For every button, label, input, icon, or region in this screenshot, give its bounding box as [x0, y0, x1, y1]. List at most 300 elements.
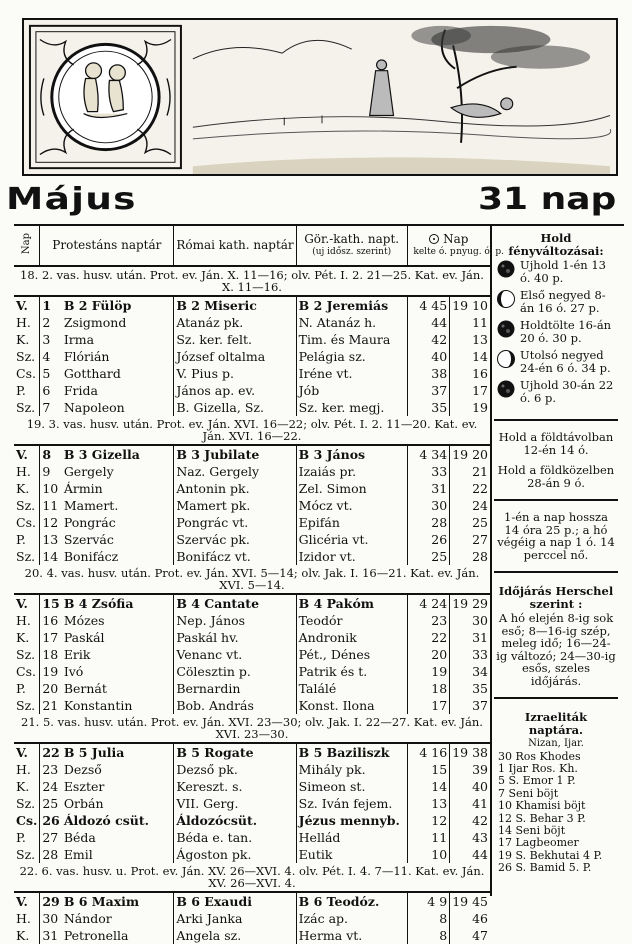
weekday-cell: V.	[14, 296, 40, 314]
day-row	[14, 548, 490, 565]
protestant-name-cell: Nándor	[62, 910, 174, 927]
day-number-cell: 31	[42, 928, 59, 943]
jewish-calendar-list	[496, 751, 616, 875]
protestant-name-cell: Gergely	[62, 463, 174, 480]
greek-name-cell: Iréne vt.	[296, 365, 407, 382]
sidebar	[490, 226, 620, 896]
sunrise-cell: 40	[407, 348, 450, 365]
gospel-note-row	[14, 266, 490, 296]
sunset-cell: 41	[472, 796, 488, 811]
moon-phases-section	[492, 226, 620, 413]
day-number-cell: 29	[42, 894, 60, 909]
weekday-cell: P.	[14, 382, 40, 399]
month-day-count: 31 nap	[477, 182, 616, 217]
roman-name-cell: VII. Gerg.	[174, 795, 296, 812]
weekday-cell: K.	[14, 927, 40, 944]
gospel-note-row	[14, 416, 490, 445]
roman-name-cell: Kereszt. s.	[174, 778, 296, 795]
sunrise-cell: 33	[407, 463, 450, 480]
sunset-cell: 33	[472, 647, 488, 662]
protestant-name-cell: Mamert.	[62, 497, 174, 514]
greek-name-cell: B 3 János	[296, 445, 407, 463]
greek-name-cell: Tim. és Maura	[296, 331, 407, 348]
moon-phase-text: Ujhold 30-án 22 ó. 6 p.	[520, 378, 614, 405]
weekday-cell: P.	[14, 680, 40, 697]
roman-name-cell: János ap. ev.	[174, 382, 296, 399]
weekday-cell: Cs.	[14, 663, 40, 680]
sunrise-cell: 23	[407, 612, 450, 629]
roman-name-cell: Áldozócsüt.	[174, 812, 296, 829]
roman-name-cell: Bonifácz vt.	[174, 548, 296, 565]
day-row	[14, 514, 490, 531]
sunrise-cell: 22	[407, 629, 450, 646]
day-row	[14, 382, 490, 399]
weekday-cell: P.	[14, 829, 40, 846]
day-number-cell: 15	[42, 596, 60, 611]
protestant-name-cell: Bernát	[62, 680, 174, 697]
day-row	[14, 846, 490, 863]
day-row	[14, 812, 490, 829]
moon-phase-item	[496, 379, 616, 404]
moon-phase-item	[496, 289, 616, 314]
moon-phase-text: Holdtölte 16-án 20 ó. 30 p.	[520, 318, 612, 345]
day-number-cell: 18	[42, 647, 59, 662]
day-row	[14, 629, 490, 646]
roman-name-cell: József oltalma	[174, 348, 296, 365]
protestant-name-cell: B 2 Fülöp	[62, 296, 174, 314]
sunset-cell: 47	[472, 928, 488, 943]
roman-name-cell: Antonin pk.	[174, 480, 296, 497]
greek-name-cell: Mihály pk.	[296, 761, 407, 778]
moon-phase-item	[496, 319, 616, 344]
day-row	[14, 365, 490, 382]
day-number-cell: 30	[42, 911, 59, 926]
roman-name-cell: Szervác pk.	[174, 531, 296, 548]
day-row	[14, 927, 490, 944]
day-number-cell: 7	[42, 400, 51, 415]
day-row	[14, 680, 490, 697]
roman-name-cell: B 6 Exaudi	[174, 892, 296, 910]
divider	[494, 419, 618, 421]
sunset-cell: 24	[472, 498, 488, 513]
roman-name-cell: Arki Janka	[174, 910, 296, 927]
sunset-cell: 37	[472, 698, 488, 713]
first-quarter-icon	[496, 289, 516, 309]
sunset-cell: 14	[472, 349, 488, 364]
sunset-cell: 35	[472, 681, 488, 696]
sunset-cell: 17	[472, 383, 488, 398]
sunset-cell: 44	[472, 847, 488, 862]
jewish-calendar-section	[492, 705, 620, 879]
roman-name-cell: Nep. János	[174, 612, 296, 629]
roman-name-cell: B 5 Rogate	[174, 743, 296, 761]
moon-phase-text: Első negyed 8-án 16 ó. 27 p.	[520, 288, 606, 315]
sunrise-cell: 31	[407, 480, 450, 497]
protestant-name-cell: Konstantin	[62, 697, 174, 714]
gospel-note: 19. 3. vas. husv. után. Prot. ev. Ján. XVI. 16—22; olv. Pét. I. 2. 11—20. Kat. ev. Ján. XVI. 16—22.	[14, 416, 490, 445]
col-header-protestant: Protestáns naptár	[40, 226, 174, 266]
protestant-name-cell: Béda	[62, 829, 174, 846]
greek-name-cell: Epifán	[296, 514, 407, 531]
protestant-name-cell: Ármin	[62, 480, 174, 497]
apogee-text: Hold a földtávolban 12-én 14 ó.	[498, 430, 614, 457]
weekday-cell: Sz.	[14, 548, 40, 565]
gospel-note-row	[14, 863, 490, 892]
roman-name-cell: Béda e. tan.	[174, 829, 296, 846]
gospel-note: 21. 5. vas. husv. után. Prot. ev. Ján. XVI. 23—30; olv. Jak. I. 22—27. Kat. ev. Ján. XVI. 23—30.	[14, 714, 490, 743]
sunrise-cell: 14	[407, 778, 450, 795]
protestant-name-cell: B 4 Zsófia	[62, 594, 174, 612]
protestant-name-cell: Napoleon	[62, 399, 174, 416]
protestant-name-cell: Áldozó csüt.	[62, 812, 174, 829]
day-length-text: 1-én a nap hossza 14 óra 25 p.; a hó végéig a nap 1 ó. 14 perccel nő.	[497, 510, 615, 562]
day-row	[14, 663, 490, 680]
weekday-cell: Cs.	[14, 365, 40, 382]
divider	[494, 697, 618, 699]
sunset-cell: 21	[472, 464, 488, 479]
moon-phase-item	[496, 259, 616, 284]
weekday-cell: K.	[14, 778, 40, 795]
roman-name-cell: Cölesztin p.	[174, 663, 296, 680]
weekday-cell: Cs.	[14, 812, 40, 829]
greek-name-cell: Jób	[296, 382, 407, 399]
protestant-name-cell: Dezső	[62, 761, 174, 778]
gospel-note-row	[14, 565, 490, 594]
weekday-cell: Sz.	[14, 846, 40, 863]
weekday-cell: Sz.	[14, 348, 40, 365]
sunset-cell: 34	[472, 664, 488, 679]
day-number-cell: 24	[42, 779, 59, 794]
full-moon-icon	[496, 319, 516, 339]
sunrise-cell: 10	[407, 846, 450, 863]
sunrise-cell: 4 24	[407, 594, 450, 612]
weekday-cell: H.	[14, 761, 40, 778]
roman-name-cell: Venanc vt.	[174, 646, 296, 663]
roman-name-cell: Sz. ker. felt.	[174, 331, 296, 348]
sunset-cell: 16	[472, 366, 488, 381]
day-row	[14, 778, 490, 795]
protestant-name-cell: Petronella	[62, 927, 174, 944]
greek-name-cell: B 5 Baziliszk	[296, 743, 407, 761]
day-row	[14, 761, 490, 778]
day-number-cell: 10	[42, 481, 59, 496]
jewish-calendar-months: Nizan, Ijar.	[528, 738, 584, 749]
col-header-sun: Nap kelte ó. p. nyug. ó. p.	[407, 226, 490, 266]
protestant-name-cell: Mózes	[62, 612, 174, 629]
sunset-cell: 19 38	[452, 745, 488, 760]
sunrise-cell: 4 9	[407, 892, 450, 910]
divider	[494, 499, 618, 501]
day-number-cell: 14	[42, 549, 59, 564]
day-number-cell: 22	[42, 745, 60, 760]
sunrise-cell: 4 34	[407, 445, 450, 463]
protestant-name-cell: Ivó	[62, 663, 174, 680]
day-row	[14, 480, 490, 497]
full-moon-icon	[496, 379, 516, 399]
day-number-cell: 8	[42, 447, 52, 462]
greek-name-cell: Eutik	[296, 846, 407, 863]
sunrise-cell: 42	[407, 331, 450, 348]
greek-name-cell: Hellád	[296, 829, 407, 846]
jewish-calendar-item: 1 Ijar Ros. Kh.	[498, 761, 578, 775]
weekday-cell: K.	[14, 331, 40, 348]
sunrise-cell: 35	[407, 399, 450, 416]
roman-name-cell: B 4 Cantate	[174, 594, 296, 612]
table-header-row	[14, 226, 490, 266]
day-row	[14, 314, 490, 331]
day-number-cell: 2	[42, 315, 51, 330]
jewish-calendar-item: 7 Seni böjt	[498, 786, 559, 800]
greek-name-cell: Sz. Iván fejem.	[296, 795, 407, 812]
perigee-text: Hold a földközelben 28-án 9 ó.	[497, 463, 615, 490]
sunset-cell: 43	[472, 830, 488, 845]
weekday-cell: V.	[14, 743, 40, 761]
weekday-cell: Cs.	[14, 514, 40, 531]
greek-name-cell: Konst. Ilona	[296, 697, 407, 714]
greek-name-cell: Izaiás pr.	[296, 463, 407, 480]
greek-name-cell: Sz. ker. megj.	[296, 399, 407, 416]
sunset-cell: 40	[472, 779, 488, 794]
day-row	[14, 348, 490, 365]
day-number-cell: 13	[42, 532, 59, 547]
protestant-name-cell: Irma	[62, 331, 174, 348]
greek-name-cell: Teodór	[296, 612, 407, 629]
greek-name-cell: Izác ap.	[296, 910, 407, 927]
sunrise-cell: 8	[407, 910, 450, 927]
sunset-cell: 19	[472, 400, 488, 415]
roman-name-cell: Pongrác vt.	[174, 514, 296, 531]
day-number-cell: 6	[42, 383, 51, 398]
weekday-cell: Sz.	[14, 795, 40, 812]
roman-name-cell: Paskál hv.	[174, 629, 296, 646]
roman-name-cell: Atanáz pk.	[174, 314, 296, 331]
protestant-name-cell: B 5 Julia	[62, 743, 174, 761]
sunset-cell: 30	[472, 613, 488, 628]
weekday-cell: K.	[14, 480, 40, 497]
jewish-calendar-title: Izraeliták naptára.	[524, 710, 588, 737]
day-row	[14, 646, 490, 663]
day-row	[14, 531, 490, 548]
col-header-greek: Gör.-kath. napt. (uj idősz. szerint)	[296, 226, 407, 266]
weekday-cell: H.	[14, 463, 40, 480]
sunset-cell: 27	[472, 532, 488, 547]
roman-name-cell: Mamert pk.	[174, 497, 296, 514]
sunset-cell: 19 45	[452, 894, 488, 909]
day-number-cell: 28	[42, 847, 59, 862]
sunrise-cell: 26	[407, 531, 450, 548]
col-header-nap: Nap	[14, 226, 40, 266]
day-row	[14, 795, 490, 812]
weather-section	[492, 579, 620, 691]
protestant-name-cell: Frida	[62, 382, 174, 399]
sunrise-cell: 12	[407, 812, 450, 829]
divider	[494, 571, 618, 573]
jewish-calendar-item: 17 Lagbeomer	[498, 836, 579, 850]
sunrise-cell: 37	[407, 382, 450, 399]
greek-name-cell: Glicéria vt.	[296, 531, 407, 548]
jewish-calendar-item: 14 Seni böjt	[498, 823, 566, 837]
decorative-illustration	[22, 18, 618, 176]
weekday-cell: K.	[14, 629, 40, 646]
day-row	[14, 497, 490, 514]
day-row	[14, 445, 490, 463]
protestant-name-cell: Erik	[62, 646, 174, 663]
protestant-name-cell: Bonifácz	[62, 548, 174, 565]
greek-name-cell: Pelágia sz.	[296, 348, 407, 365]
greek-name-cell: Patrik és t.	[296, 663, 407, 680]
day-number-cell: 20	[42, 681, 59, 696]
gospel-note: 22. 6. vas. husv. u. Prot. ev. Ján. XV. 26—XVI. 4. olv. Pét. I. 4. 7—11. Kat. ev. Ján. XV. 26—XVI. 4.	[14, 863, 490, 892]
weather-text: A hó elején 8-ig sok eső; 8—16-ig szép, meleg idő; 16—24-ig változó; 24—30-ig esős, szeles időjárás.	[496, 611, 616, 688]
sunset-cell: 39	[472, 762, 488, 777]
sunset-cell: 46	[472, 911, 488, 926]
roman-name-cell: V. Pius p.	[174, 365, 296, 382]
day-row	[14, 331, 490, 348]
greek-name-cell: Találé	[296, 680, 407, 697]
month-title: Május	[6, 182, 137, 217]
sunset-cell: 11	[472, 315, 488, 330]
day-row	[14, 892, 490, 910]
day-number-cell: 11	[42, 498, 59, 513]
jewish-calendar-item: 5 S. Emor 1 P.	[498, 774, 576, 788]
moon-phases-title: Hold fényváltozásai:	[508, 231, 604, 258]
jewish-calendar-item: 12 S. Behar 3 P.	[498, 811, 586, 825]
day-row	[14, 697, 490, 714]
sun-icon	[429, 234, 439, 244]
day-number-cell: 19	[42, 664, 59, 679]
day-number-cell: 12	[42, 515, 59, 530]
greek-name-cell: N. Atanáz h.	[296, 314, 407, 331]
jewish-calendar-item: 30 Ros Khodes	[498, 749, 581, 763]
day-number-cell: 23	[42, 762, 59, 777]
sunrise-cell: 15	[407, 761, 450, 778]
sunset-cell: 22	[472, 481, 488, 496]
sunrise-cell: 44	[407, 314, 450, 331]
sunset-cell: 25	[472, 515, 488, 530]
day-number-cell: 17	[42, 630, 59, 645]
sunset-cell: 13	[472, 332, 488, 347]
protestant-name-cell: Paskál	[62, 629, 174, 646]
greek-name-cell: Andronik	[296, 629, 407, 646]
sunrise-cell: 13	[407, 795, 450, 812]
sunrise-cell: 20	[407, 646, 450, 663]
sunset-cell: 31	[472, 630, 488, 645]
sunrise-cell: 25	[407, 548, 450, 565]
greek-name-cell: Izidor vt.	[296, 548, 407, 565]
gospel-note: 18. 2. vas. husv. után. Prot. ev. Ján. X. 11—16; olv. Pét. I. 2. 21—25. Kat. ev. Ján. X. 11—16.	[14, 266, 490, 296]
weekday-cell: Sz.	[14, 697, 40, 714]
weekday-cell: H.	[14, 910, 40, 927]
weekday-cell: Sz.	[14, 399, 40, 416]
weekday-cell: H.	[14, 612, 40, 629]
weekday-cell: P.	[14, 531, 40, 548]
protestant-name-cell: B 3 Gizella	[62, 445, 174, 463]
sunset-cell: 19 20	[452, 447, 488, 462]
calendar-table	[14, 226, 505, 944]
day-number-cell: 5	[42, 366, 51, 381]
day-row	[14, 296, 490, 314]
protestant-name-cell: B 6 Maxim	[62, 892, 174, 910]
protestant-name-cell: Zsigmond	[62, 314, 174, 331]
day-row	[14, 743, 490, 761]
day-number-cell: 9	[42, 464, 51, 479]
sunrise-cell: 19	[407, 663, 450, 680]
roman-name-cell: B 3 Jubilate	[174, 445, 296, 463]
moon-phase-text: Ujhold 1-én 13 ó. 40 p.	[520, 258, 606, 285]
day-number-cell: 3	[42, 332, 51, 347]
jewish-calendar-item: 10 Khamisi böjt	[498, 799, 586, 813]
day-row	[14, 910, 490, 927]
jewish-calendar-item: 19 S. Bekhutai 4 P.	[498, 848, 603, 862]
sunset-cell: 19 29	[452, 596, 488, 611]
sunrise-cell: 11	[407, 829, 450, 846]
weekday-cell: Sz.	[14, 646, 40, 663]
protestant-name-cell: Flórián	[62, 348, 174, 365]
roman-name-cell: Dezső pk.	[174, 761, 296, 778]
sunrise-cell: 28	[407, 514, 450, 531]
gospel-note: 20. 4. vas. husv. után. Prot. ev. Ján. XVI. 5—14; olv. Jak. I. 16—21. Kat. ev. Ján. XVI. 5—14.	[14, 565, 490, 594]
day-number-cell: 25	[42, 796, 59, 811]
sunrise-cell: 8	[407, 927, 450, 944]
roman-name-cell: Bob. András	[174, 697, 296, 714]
sunset-cell: 28	[472, 549, 488, 564]
greek-name-cell: Mócz vt.	[296, 497, 407, 514]
day-row	[14, 399, 490, 416]
sunrise-cell: 18	[407, 680, 450, 697]
col-header-roman: Római kath. naptár	[174, 226, 296, 266]
greek-name-cell: Jézus mennyb.	[296, 812, 407, 829]
greek-name-cell: Simeon st.	[296, 778, 407, 795]
roman-name-cell: Bernardin	[174, 680, 296, 697]
day-number-cell: 26	[42, 813, 60, 828]
weekday-cell: Sz.	[14, 497, 40, 514]
greek-name-cell: B 2 Jeremiás	[296, 296, 407, 314]
day-number-cell: 1	[42, 298, 52, 313]
weekday-cell: H.	[14, 314, 40, 331]
day-number-cell: 27	[42, 830, 59, 845]
sunset-cell: 19 10	[452, 298, 488, 313]
protestant-name-cell: Eszter	[62, 778, 174, 795]
roman-name-cell: Ágoston pk.	[174, 846, 296, 863]
protestant-name-cell: Szervác	[62, 531, 174, 548]
protestant-name-cell: Emil	[62, 846, 174, 863]
day-row	[14, 594, 490, 612]
sunrise-cell: 4 45	[407, 296, 450, 314]
greek-name-cell: Pét., Dénes	[296, 646, 407, 663]
day-row	[14, 829, 490, 846]
greek-name-cell: Herma vt.	[296, 927, 407, 944]
day-number-cell: 21	[42, 698, 59, 713]
weekday-cell: V.	[14, 594, 40, 612]
roman-name-cell: B 2 Miseric	[174, 296, 296, 314]
sunrise-cell: 38	[407, 365, 450, 382]
roman-name-cell: Naz. Gergely	[174, 463, 296, 480]
moon-phase-text: Utolsó negyed 24-én 6 ó. 34 p.	[520, 348, 611, 375]
weekday-cell: V.	[14, 445, 40, 463]
sunrise-cell: 4 16	[407, 743, 450, 761]
protestant-name-cell: Orbán	[62, 795, 174, 812]
day-row	[14, 612, 490, 629]
sunrise-cell: 17	[407, 697, 450, 714]
moon-phase-item	[496, 349, 616, 374]
protestant-name-cell: Pongrác	[62, 514, 174, 531]
sunrise-cell: 30	[407, 497, 450, 514]
greek-name-cell: B 4 Pakóm	[296, 594, 407, 612]
gospel-note-row	[14, 714, 490, 743]
protestant-name-cell: Gotthard	[62, 365, 174, 382]
day-row	[14, 463, 490, 480]
weather-title: Időjárás Herschel szerint :	[498, 584, 614, 611]
